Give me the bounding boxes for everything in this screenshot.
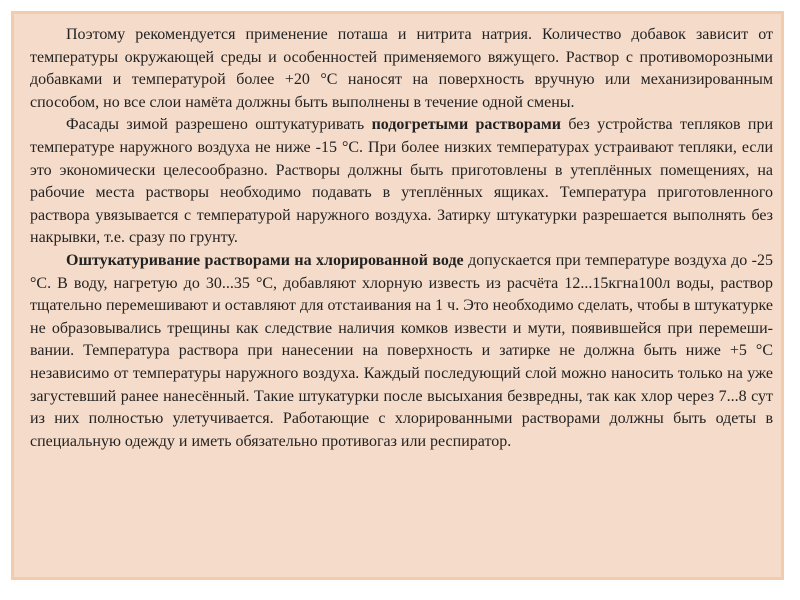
paragraph-3 <box>30 250 773 453</box>
paragraph-2-rest: без устройства тепляков при температуре наружного воздуха не ниже -15 °С. При более низких температурах устраивают тепляки, если это экономически целесообразно. Растворы должны быть приготовлены в утеплённых помещениях, на рабочие места растворы необходимо подавать в утеплённых ящиках. Температура приготовленного раствора увязывается с температурой наружного воздуха. Затирку штукатурки разрешается выполнять без накрывки, т.е. сразу по грунту. <box>30 116 774 247</box>
paragraph-3-rest: допускается при температуре воздуха до -25 °С. В воду, нагретую до 30...35 °С, добавляют хлорную известь из расчёта 12...15кгна100л воды, раствор тщательно перемешивают и оставляют для отстаивания на 1 ч. Это необходимо сделать, чтобы в штукатурке не образовывались трещины как следствие наличия комков извести и мути, появившейся при перемешивании. Температура раствора при нанесении на поверхность и затирке не должна быть ниже +5 °С независимо от температуры наружного воздуха. Каждый последующий слой можно наносить только на уже загустевший ранее нанесённый. Такие штукатурки после высыхания безвредны, так как хлор через 7...8 сут из них полностью улетучивается. Работающие с хлорированными растворами должны быть одеты в специальную одежду и иметь обязательно противогаз или респиратор. <box>30 251 773 450</box>
paragraph-1-text: Поэтому рекомендуется применение поташа и нитрита натрия. Количество добавок зависит от температуры окружающей среды и особенностей применяемого вяжущего. Раствор с противоморозными добавками и температурой более +20 °С наносят на поверхность вручную или механизированным способом, но все слои намёта должны быть выполнены в течение одной смены. <box>30 26 773 111</box>
paragraph-2-bold-term: подогретыми растворами <box>371 116 561 134</box>
text-panel <box>11 11 784 580</box>
text-body <box>30 24 773 453</box>
paragraph-2 <box>30 114 773 250</box>
paragraph-3-bold-term: Оштукатуривание растворами на хлорированной воде <box>66 251 464 269</box>
paragraph-1 <box>30 24 773 114</box>
paragraph-2-intro: Фасады зимой разрешено оштукатуривать <box>66 116 372 134</box>
